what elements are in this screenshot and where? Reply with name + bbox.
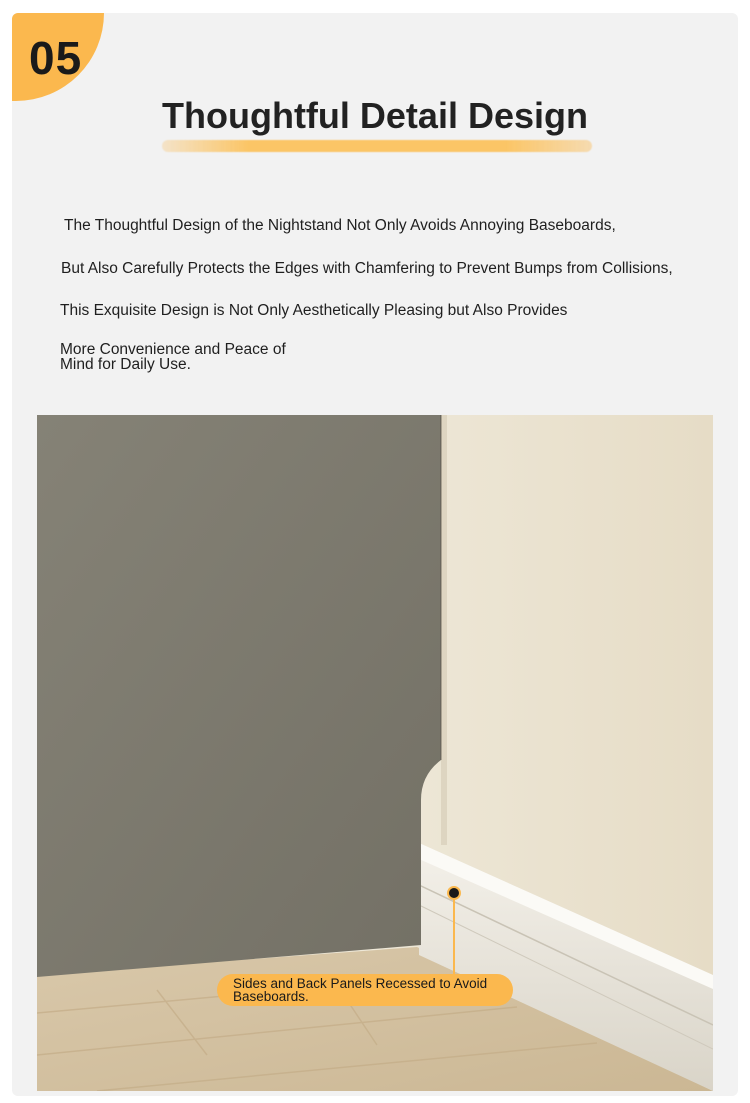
section-badge xyxy=(12,13,104,101)
description-line-2: But Also Carefully Protects the Edges with Chamfering to Prevent Bumps from Collisions, xyxy=(61,260,673,277)
callout-label: Sides and Back Panels Recessed to Avoid Baseboards. xyxy=(217,974,513,1006)
title-highlight xyxy=(162,140,592,152)
callout-leader-line xyxy=(453,899,455,975)
section-number: 05 xyxy=(29,32,83,84)
description-line-4: More Convenience and Peace of Mind for Daily Use. xyxy=(60,341,286,373)
description-line-3: This Exquisite Design is Not Only Aesthetically Pleasing but Also Provides xyxy=(60,302,568,319)
detail-card xyxy=(12,13,738,1096)
section-title: Thoughtful Detail Design xyxy=(162,95,588,136)
product-photo xyxy=(37,415,713,1091)
description-line-1: The Thoughtful Design of the Nightstand Not Only Avoids Annoying Baseboards, xyxy=(64,217,616,234)
callout-marker xyxy=(447,886,461,900)
